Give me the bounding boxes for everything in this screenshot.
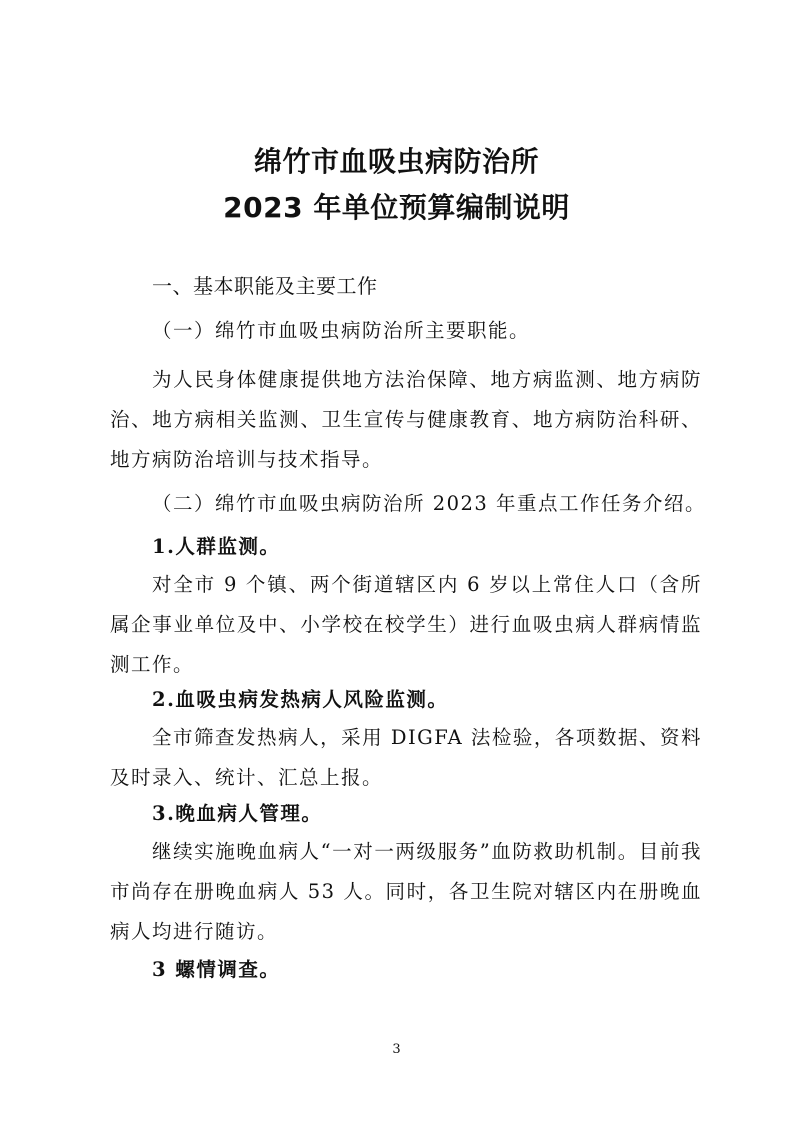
item-1-paragraph: 对全市 9 个镇、两个街道辖区内 6 岁以上常住人口（含所属企事业单位及中、小学校在校学生）进行血吸虫病人群病情监测工作。 [110, 573, 702, 676]
document-title-line1: 绵竹市血吸虫病防治所 [253, 145, 539, 178]
page-number: 3 [392, 1042, 401, 1057]
item-2-title: 2.血吸虫病发热病人风险监测。 [152, 688, 449, 711]
item-1-title: 1.人群监测。 [152, 535, 281, 558]
item-3-paragraph: 继续实施晚血病人“一对一两级服务”血防救助机制。目前我市尚存在册晚血病人 53 人。同时，各卫生院对辖区内在册晚血病人均进行随访。 [110, 840, 702, 943]
subsection-1-paragraph: 为人民身体健康提供地方法治保障、地方病监测、地方病防治、地方病相关监测、卫生宣传与健康教育、地方病防治科研、地方病防治培训与技术指导。 [110, 368, 702, 471]
subsection-1-heading: （一）绵竹市血吸虫病防治所主要职能。 [152, 319, 531, 342]
document-title-line2: 2023 年单位预算编制说明 [223, 191, 570, 224]
item-3-title: 3.晚血病人管理。 [152, 802, 323, 825]
subsection-2-heading: （二）绵竹市血吸虫病防治所 2023 年重点工作任务介绍。 [152, 492, 707, 515]
item-2-paragraph: 全市筛查发热病人，采用 DIGFA 法检验，各项数据、资料及时录入、统计、汇总上报。 [110, 726, 702, 789]
item-4-title: 3 螺情调查。 [152, 958, 281, 981]
section-heading: 一、基本职能及主要工作 [152, 274, 378, 298]
